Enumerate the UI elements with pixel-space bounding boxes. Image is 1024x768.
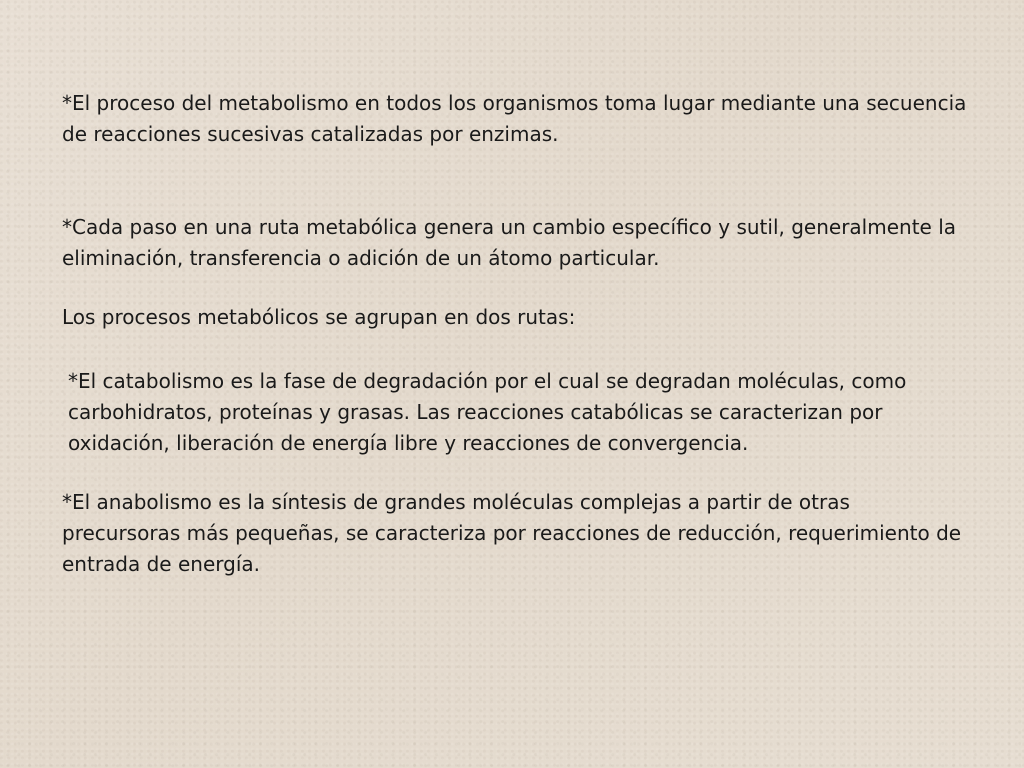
paragraph-anabolism: *El anabolismo es la síntesis de grandes moléculas complejas a partir de otras precursoras más pequeñas, se caracteriza por reacciones de reducción, requerimiento de entrada de energía. bbox=[62, 490, 962, 576]
slide-body-text bbox=[62, 88, 967, 580]
paragraph-catabolism: *El catabolismo es la fase de degradación por el cual se degradan moléculas, como carbohidratos, proteínas y grasas. Las reacciones catabólicas se caracterizan por oxidación, liberación de energía libre y reacciones de convergencia. bbox=[68, 369, 907, 455]
paragraph-spacer bbox=[62, 150, 967, 212]
paragraph-metabolic-routes-intro: Los procesos metabólicos se agrupan en dos rutas: bbox=[62, 305, 576, 329]
paragraph-spacer bbox=[62, 333, 967, 366]
paragraph-spacer bbox=[62, 274, 967, 302]
paragraph-metabolism-process: *El proceso del metabolismo en todos los organismos toma lugar mediante una secuencia de reacciones sucesivas catalizadas por enzimas. bbox=[62, 91, 967, 146]
paragraph-metabolic-step: *Cada paso en una ruta metabólica genera un cambio específico y sutil, generalmente la eliminación, transferencia o adición de un átomo particular. bbox=[62, 215, 957, 270]
paragraph-spacer bbox=[62, 459, 967, 487]
